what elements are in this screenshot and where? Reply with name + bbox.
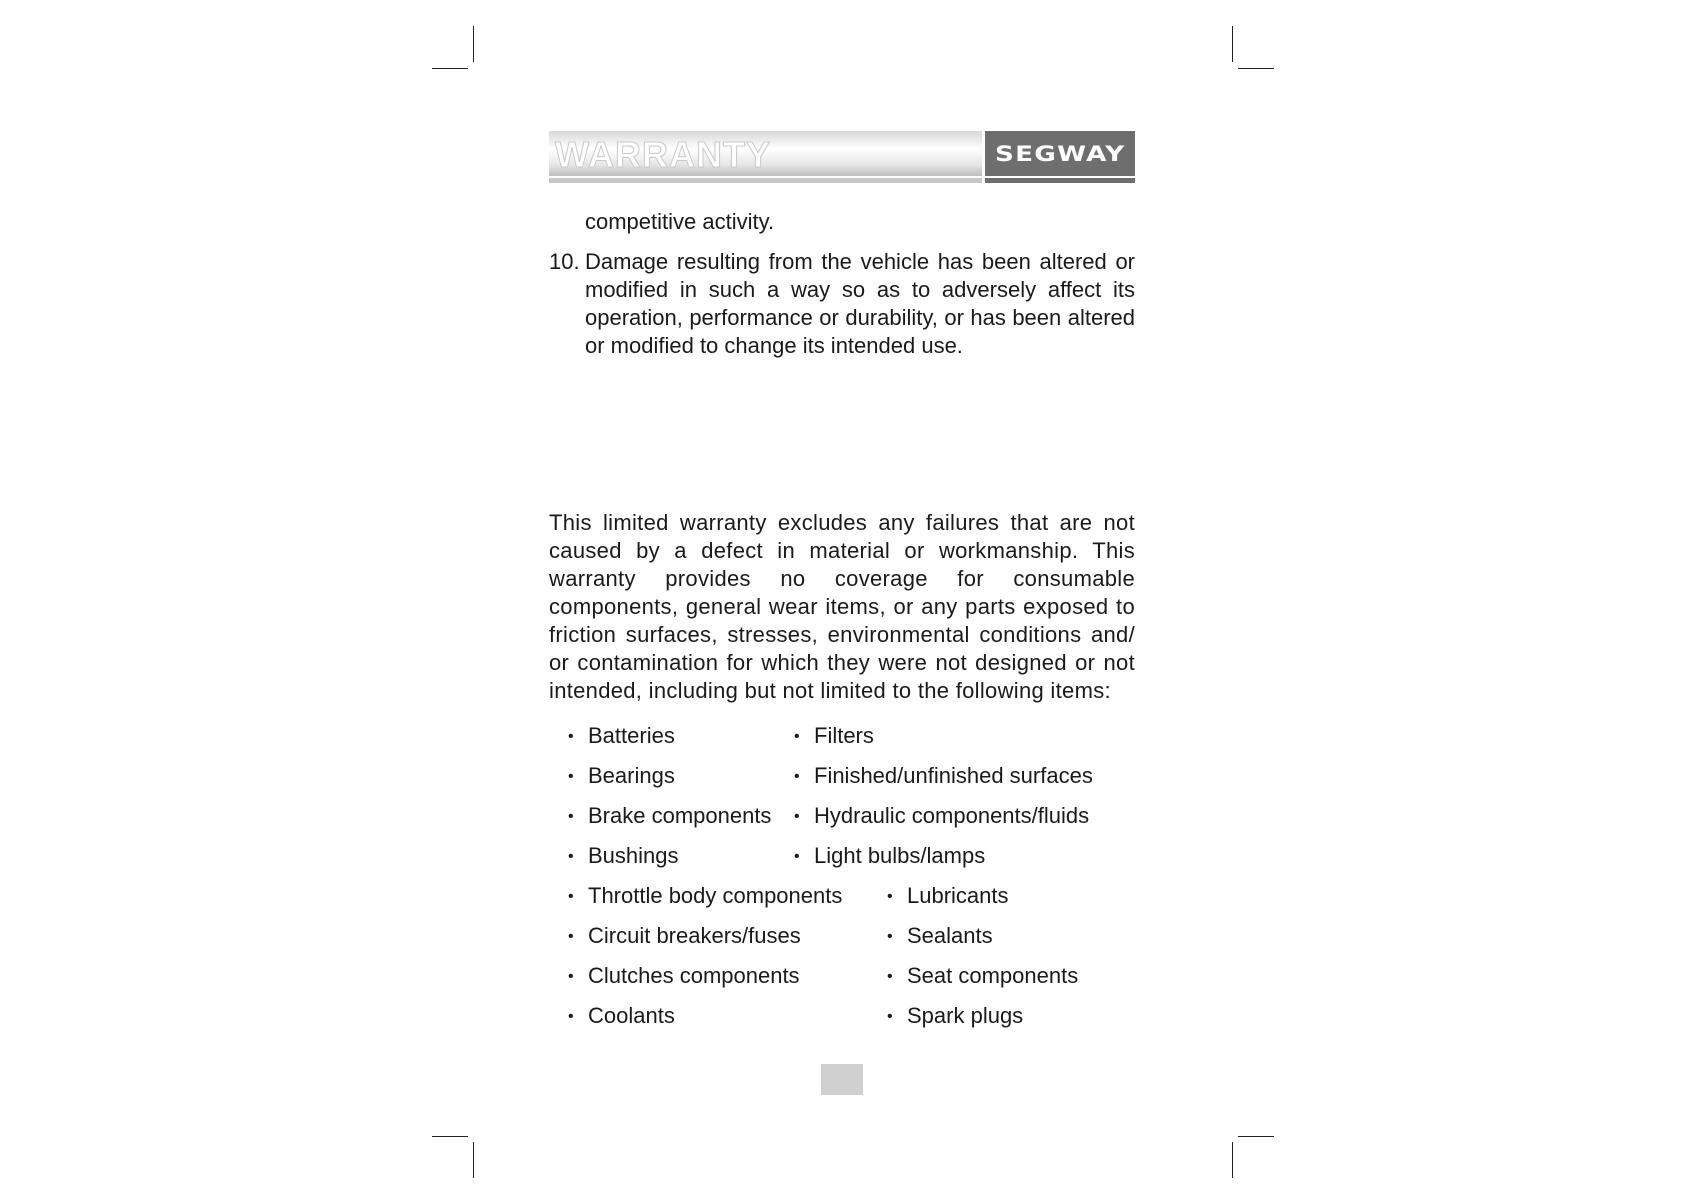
list-item: • Clutches components bbox=[568, 962, 800, 991]
crop-mark-top-right-vertical bbox=[1232, 26, 1233, 62]
header-rule-right bbox=[985, 178, 1135, 183]
bullet-icon: • bbox=[568, 968, 574, 985]
list-item-number: 10. bbox=[549, 249, 580, 274]
bullet-icon: • bbox=[568, 808, 574, 825]
bullet-icon: • bbox=[887, 1008, 893, 1025]
bullet-icon: • bbox=[568, 888, 574, 905]
continuation-text: competitive activity. bbox=[585, 209, 775, 234]
list-item: • Batteries bbox=[568, 722, 675, 751]
list-item: • Seat components bbox=[887, 962, 1078, 991]
list-item-text: Damage resulting from the vehicle has been altered or modified in such a way so as to adversely affect its operation, performance or durability, or has been altered or modified to change its intended use. bbox=[585, 249, 1135, 358]
brand-logo bbox=[985, 131, 1135, 176]
crop-mark-top-left-horizontal bbox=[432, 68, 468, 69]
crop-mark-top-right-horizontal bbox=[1238, 68, 1274, 69]
crop-mark-bottom-right-vertical bbox=[1232, 1142, 1233, 1178]
list-item: • Light bulbs/lamps bbox=[794, 842, 985, 871]
list-item: • Throttle body components bbox=[568, 882, 842, 911]
section-title: WARRANTY bbox=[555, 134, 771, 175]
bullet-icon: • bbox=[794, 768, 800, 785]
bullet-icon: • bbox=[887, 968, 893, 985]
list-item: • Brake components bbox=[568, 802, 771, 831]
bullet-icon: • bbox=[887, 928, 893, 945]
crop-mark-bottom-right-horizontal bbox=[1238, 1136, 1274, 1137]
list-item: • Circuit breakers/fuses bbox=[568, 922, 801, 951]
bullet-icon: • bbox=[568, 928, 574, 945]
crop-mark-bottom-left-horizontal bbox=[432, 1136, 468, 1137]
page-header bbox=[549, 131, 1135, 184]
page-number-box bbox=[821, 1064, 863, 1095]
bullet-icon: • bbox=[568, 728, 574, 745]
bullet-icon: • bbox=[568, 768, 574, 785]
list-item: • Hydraulic components/fluids bbox=[794, 802, 1089, 831]
bullet-icon: • bbox=[568, 1008, 574, 1025]
list-item: • Lubricants bbox=[887, 882, 1009, 911]
list-item: • Bushings bbox=[568, 842, 679, 871]
bullet-icon: • bbox=[794, 808, 800, 825]
header-band bbox=[549, 131, 982, 176]
list-item: • Finished/unfinished surfaces bbox=[794, 762, 1093, 791]
list-item: • Coolants bbox=[568, 1002, 675, 1031]
bullet-icon: • bbox=[794, 848, 800, 865]
bullet-icon: • bbox=[887, 888, 893, 905]
brand-name: SEGWAY bbox=[994, 141, 1126, 166]
crop-mark-bottom-left-vertical bbox=[473, 1142, 474, 1178]
bullet-icon: • bbox=[568, 848, 574, 865]
list-item: • Bearings bbox=[568, 762, 675, 791]
list-item: • Sealants bbox=[887, 922, 993, 951]
exclusions-paragraph: This limited warranty excludes any failures that are not caused by a defect in material or workmanship. This warranty provides no coverage for consumable components, general wear items, or any parts exposed to friction surfaces, stresses, environmental conditions and/ or contamination for which they were not designed or not intended, including but not limited to the following items: bbox=[549, 510, 1135, 703]
bullet-icon: • bbox=[794, 728, 800, 745]
crop-mark-top-left-vertical bbox=[473, 26, 474, 62]
list-item: • Filters bbox=[794, 722, 874, 751]
header-rule-left bbox=[549, 178, 982, 183]
list-item: • Spark plugs bbox=[887, 1002, 1023, 1031]
